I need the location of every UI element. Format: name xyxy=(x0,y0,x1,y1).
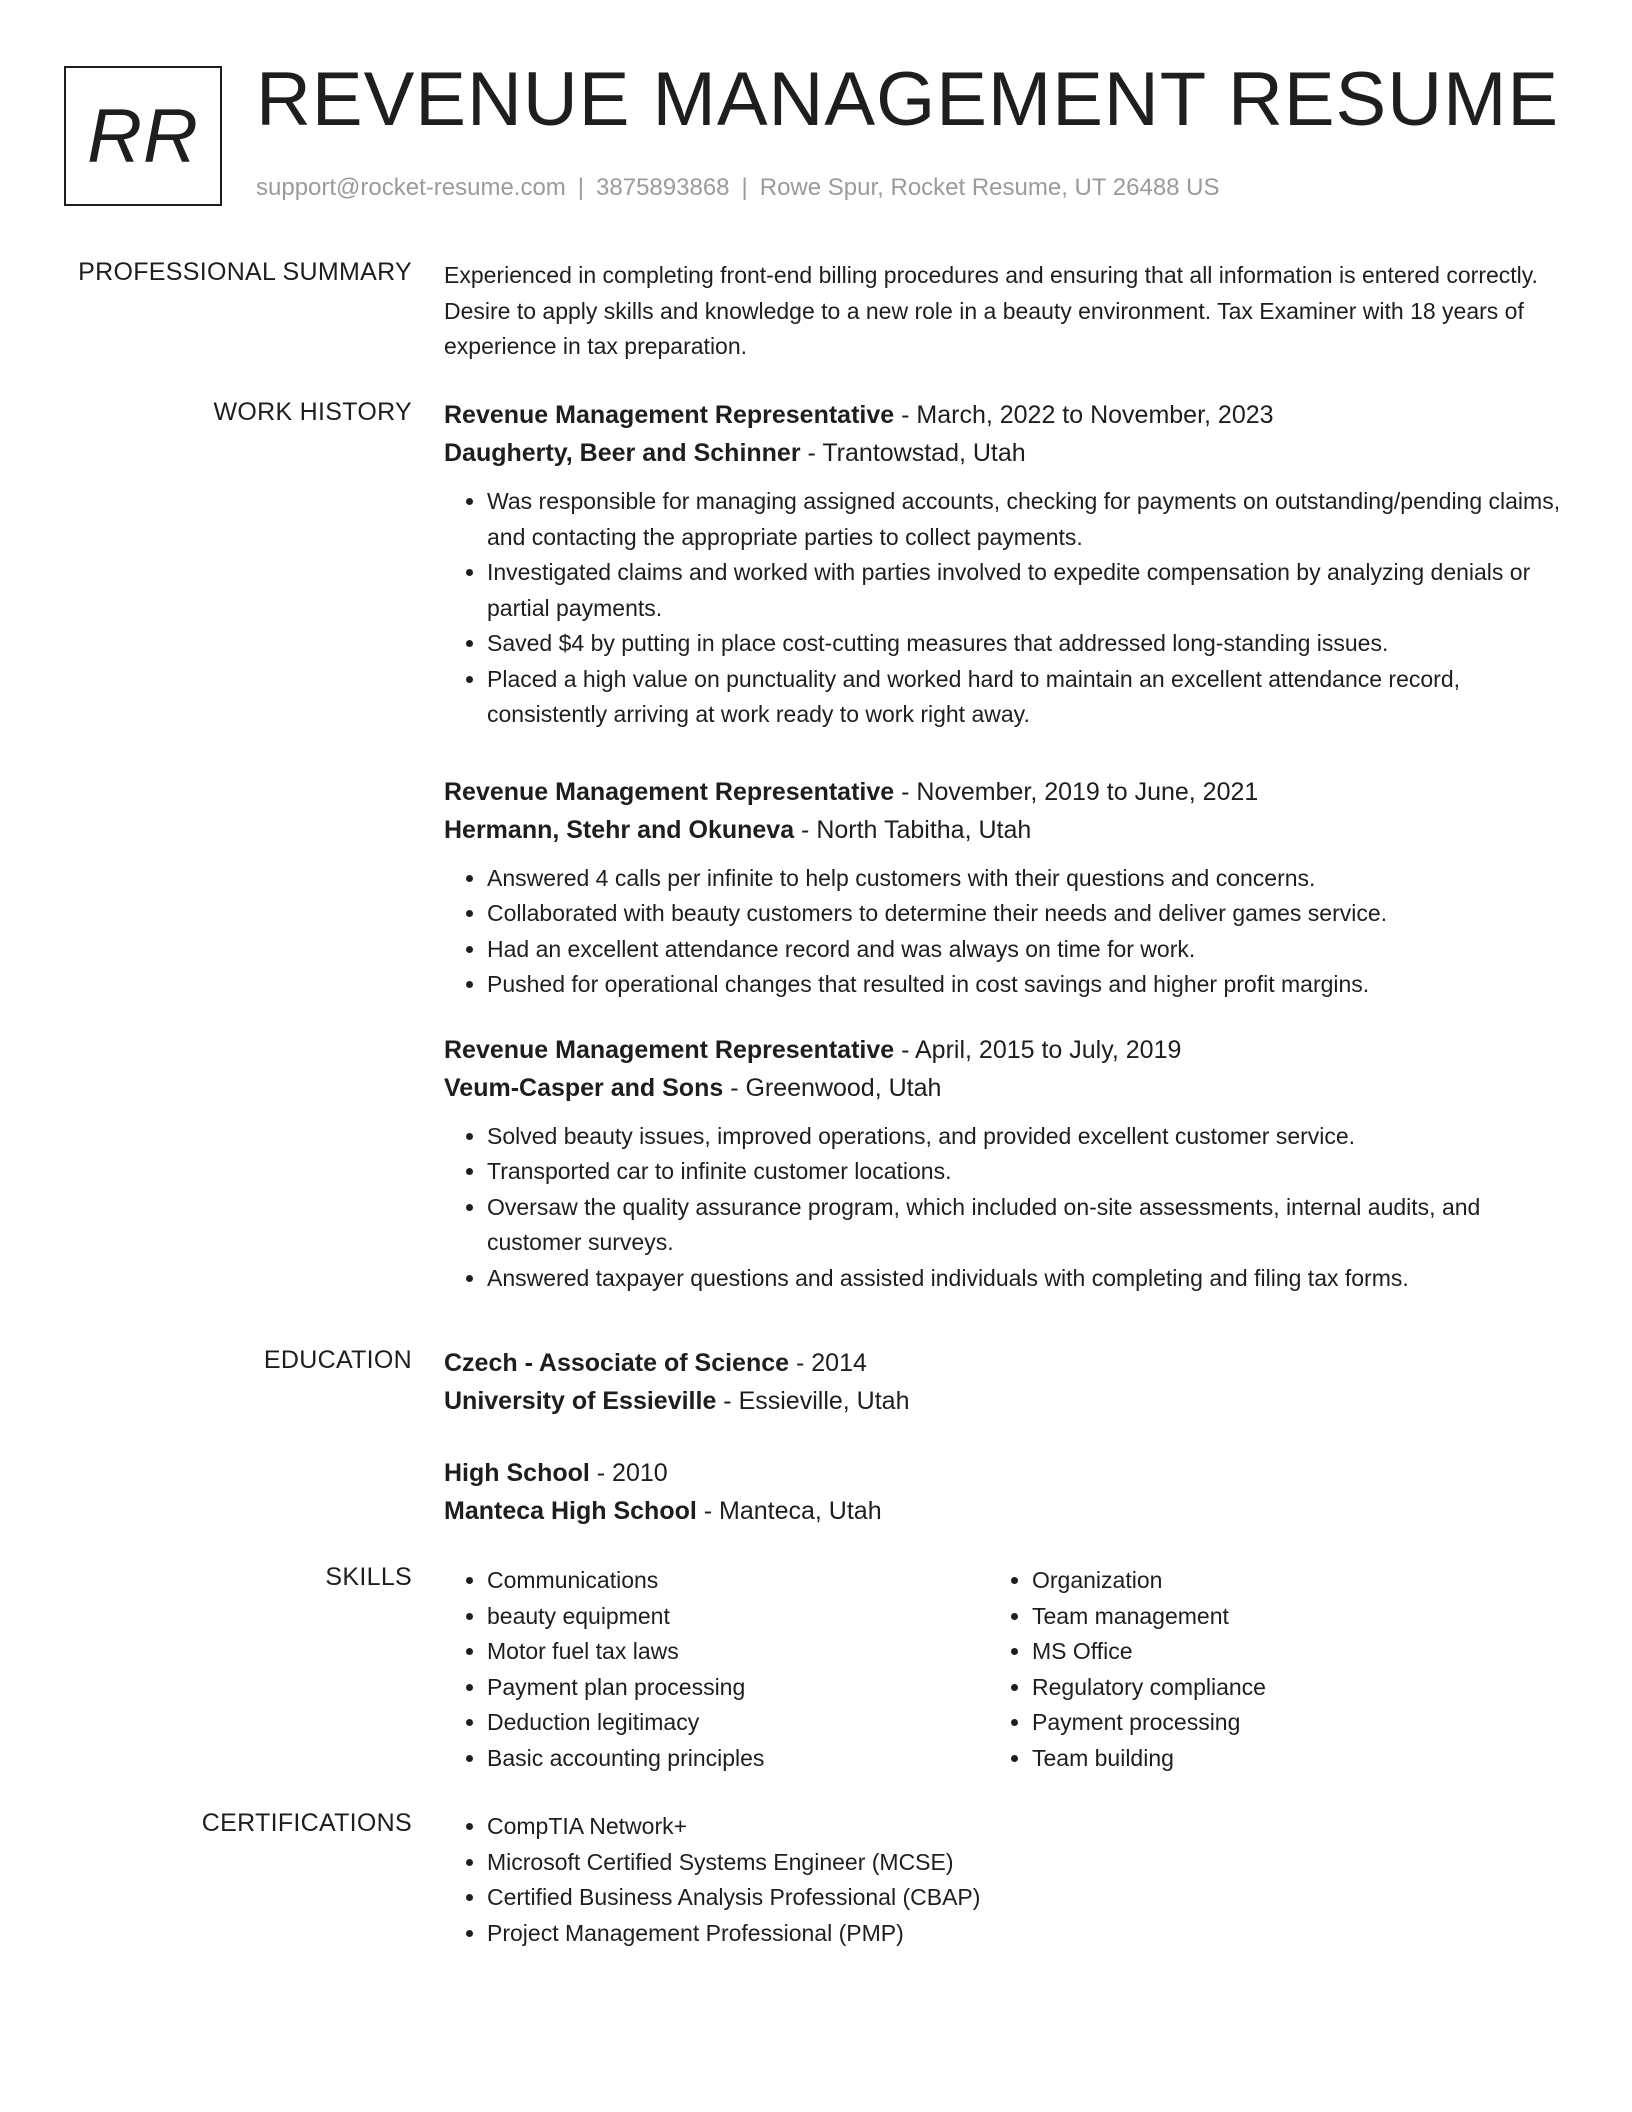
job-company-line xyxy=(444,811,1564,849)
degree-year: - 2010 xyxy=(589,1459,668,1487)
school-name: University of Essieville xyxy=(444,1387,717,1415)
degree-name: High School xyxy=(444,1459,590,1487)
degree-name: Czech - Associate of Science xyxy=(444,1349,790,1377)
skill-item: • Motor fuel tax laws xyxy=(487,1634,989,1670)
monogram-initials: RR xyxy=(87,93,199,179)
contact-line xyxy=(256,174,1220,202)
skill-item: • Regulatory compliance xyxy=(1032,1670,1534,1706)
job-title-line xyxy=(444,1031,1564,1069)
skill-item: • Communications xyxy=(487,1563,989,1599)
certification-item: • CompTIA Network+ xyxy=(487,1809,1564,1845)
section-label-summary: PROFESSIONAL SUMMARY xyxy=(78,258,412,286)
job-title-line xyxy=(444,773,1564,811)
section-label-certifications: CERTIFICATIONS xyxy=(201,1809,412,1837)
contact-phone: 3875893868 xyxy=(596,174,730,201)
school-name: Manteca High School xyxy=(444,1497,697,1525)
job-company: Daugherty, Beer and Schinner xyxy=(444,439,801,467)
job-entry xyxy=(444,396,1564,733)
degree-line xyxy=(444,1344,1564,1382)
skills-list xyxy=(444,1563,989,1776)
job-location: - Greenwood, Utah xyxy=(723,1073,942,1102)
list-item: • Placed a high value on punctuality and worked hard to maintain an excellent attendance record, consistently arriving at work ready to work right away. xyxy=(487,662,1564,733)
resume-title: REVENUE MANAGEMENT RESUME xyxy=(256,57,1560,142)
job-dates: - March, 2022 to November, 2023 xyxy=(894,401,1274,429)
job-title: Revenue Management Representative xyxy=(444,1035,895,1064)
job-title: Revenue Management Representative xyxy=(444,401,895,429)
contact-address: Rowe Spur, Rocket Resume, UT 26488 US xyxy=(759,174,1220,201)
monogram-box xyxy=(64,66,222,206)
job-entry xyxy=(444,1031,1564,1297)
degree-year: - 2014 xyxy=(789,1349,867,1377)
job-title: Revenue Management Representative xyxy=(444,777,895,806)
skill-item: • Payment plan processing xyxy=(487,1670,989,1706)
certification-item: • Certified Business Analysis Professional (CBAP) xyxy=(487,1880,1564,1916)
section-label-skills: SKILLS xyxy=(325,1563,412,1591)
job-bullets xyxy=(444,484,1564,733)
skills-column-right xyxy=(989,1563,1534,1776)
education-entry xyxy=(444,1454,1564,1530)
skill-item: • Basic accounting principles xyxy=(487,1741,989,1777)
skill-item: • beauty equipment xyxy=(487,1599,989,1635)
list-item: • Transported car to infinite customer locations. xyxy=(487,1154,1564,1190)
skills-list xyxy=(989,1563,1534,1776)
section-label-work: WORK HISTORY xyxy=(213,398,412,426)
summary-text: Experienced in completing front-end billing procedures and ensuring that all information is entered correctly. Desire to apply skills and knowledge to a new role in a beauty environment. Tax Examiner with 18 years of experience in tax preparation. xyxy=(444,262,1538,359)
list-item: • Had an excellent attendance record and was always on time for work. xyxy=(487,932,1564,968)
list-item: • Was responsible for managing assigned accounts, checking for payments on outstanding/pending claims, and contacting the appropriate parties to collect payments. xyxy=(487,484,1564,555)
skill-item: • MS Office xyxy=(1032,1634,1534,1670)
skills-grid xyxy=(444,1563,1564,1776)
job-location: - North Tabitha, Utah xyxy=(794,815,1032,844)
skill-item: • Team management xyxy=(1032,1599,1534,1635)
job-bullets xyxy=(444,1119,1564,1297)
list-item: • Collaborated with beauty customers to determine their needs and deliver games service. xyxy=(487,896,1564,932)
school-location: - Essieville, Utah xyxy=(716,1387,910,1415)
job-company: Hermann, Stehr and Okuneva xyxy=(444,815,795,844)
list-item: • Solved beauty issues, improved operations, and provided excellent customer service. xyxy=(487,1119,1564,1155)
school-line xyxy=(444,1492,1564,1530)
job-dates: - April, 2015 to July, 2019 xyxy=(894,1035,1182,1064)
job-company: Veum-Casper and Sons xyxy=(444,1073,724,1102)
job-dates: - November, 2019 to June, 2021 xyxy=(894,777,1259,806)
skill-item: • Deduction legitimacy xyxy=(487,1705,989,1741)
contact-separator: | xyxy=(741,174,748,201)
education-entry xyxy=(444,1344,1564,1420)
section-label-education: EDUCATION xyxy=(263,1346,412,1374)
job-company-line xyxy=(444,1069,1564,1107)
skill-item: • Payment processing xyxy=(1032,1705,1534,1741)
school-line xyxy=(444,1382,1564,1420)
job-location: - Trantowstad, Utah xyxy=(800,439,1026,467)
list-item: • Answered taxpayer questions and assisted individuals with completing and filing tax forms. xyxy=(487,1261,1564,1297)
job-company-line xyxy=(444,434,1564,472)
skills-column-left xyxy=(444,1563,989,1776)
contact-email: support@rocket-resume.com xyxy=(256,174,566,201)
job-entry xyxy=(444,773,1564,1003)
job-title-line xyxy=(444,396,1564,434)
list-item: • Answered 4 calls per infinite to help customers with their questions and concerns. xyxy=(487,861,1564,897)
certification-item: • Microsoft Certified Systems Engineer (MCSE) xyxy=(487,1845,1564,1881)
certification-item: • Project Management Professional (PMP) xyxy=(487,1916,1564,1952)
list-item: • Saved $4 by putting in place cost-cutting measures that addressed long-standing issues. xyxy=(487,626,1564,662)
skill-item: • Team building xyxy=(1032,1741,1534,1777)
list-item: • Investigated claims and worked with parties involved to expedite compensation by analyzing denials or partial payments. xyxy=(487,555,1564,626)
degree-line xyxy=(444,1454,1564,1492)
skill-item: • Organization xyxy=(1032,1563,1534,1599)
school-location: - Manteca, Utah xyxy=(696,1497,882,1525)
certifications-list xyxy=(444,1809,1564,1951)
list-item: • Pushed for operational changes that resulted in cost savings and higher profit margins. xyxy=(487,967,1564,1003)
list-item: • Oversaw the quality assurance program, which included on-site assessments, internal audits, and customer surveys. xyxy=(487,1190,1564,1261)
job-bullets xyxy=(444,861,1564,1003)
contact-separator: | xyxy=(577,174,585,201)
